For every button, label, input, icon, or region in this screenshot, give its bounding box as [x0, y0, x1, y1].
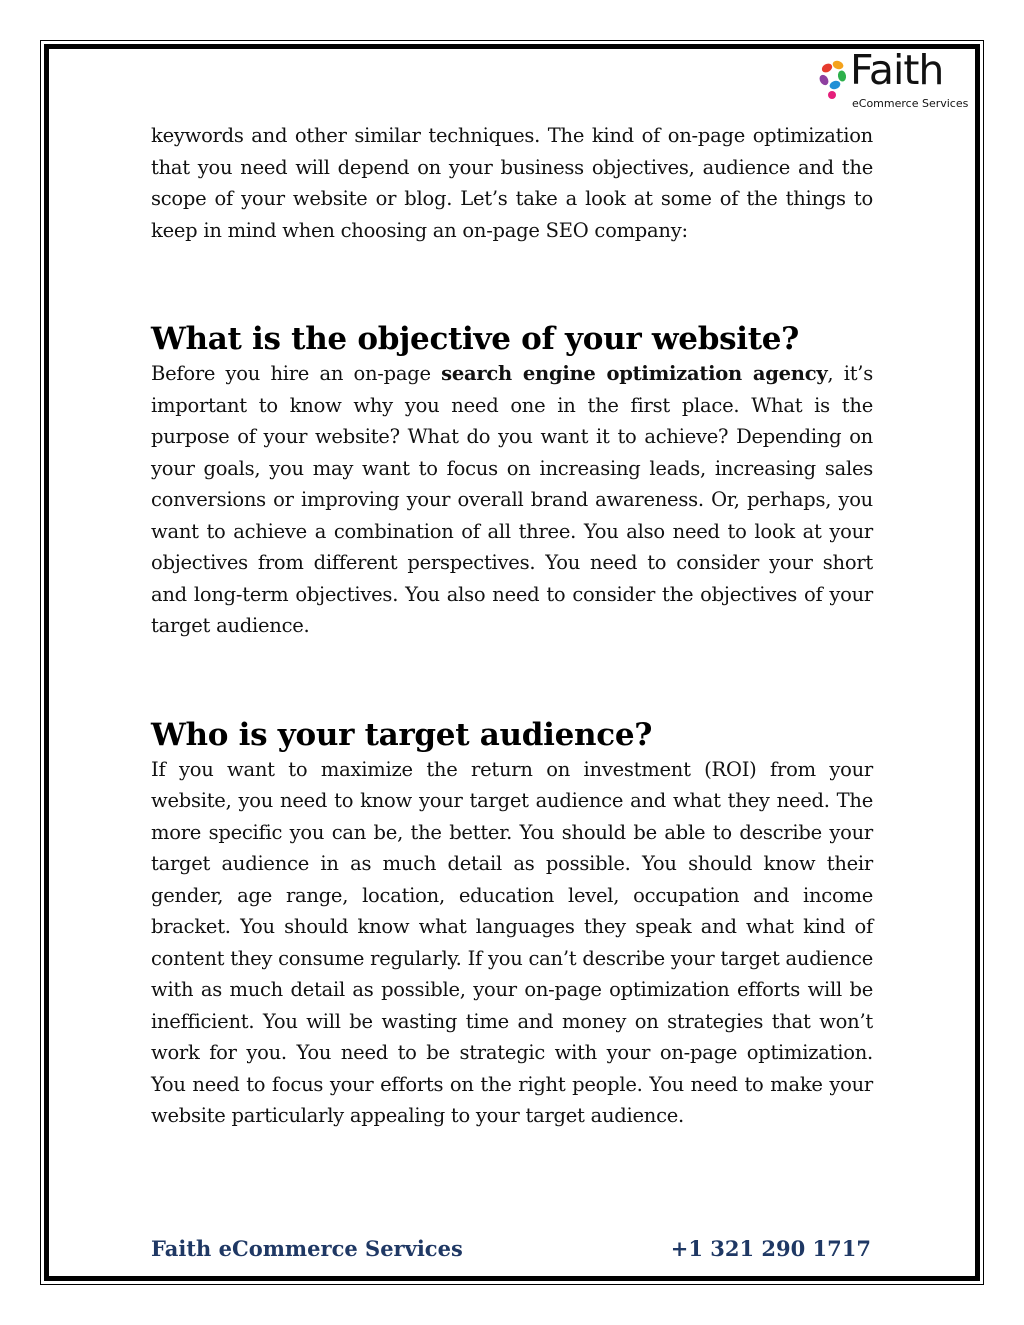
objective-lead: Before you hire an on-page [151, 362, 442, 385]
footer [151, 1236, 871, 1266]
seo-agency-keyword: search engine optimization agency [441, 362, 828, 385]
logo-petal [828, 79, 841, 90]
logo-subtitle: eCommerce Services [852, 97, 969, 110]
logo-wordmark: Faith [850, 46, 944, 94]
footer-phone: +1 321 290 1717 [670, 1236, 871, 1261]
audience-paragraph: If you want to maximize the return on investment (ROI) from your website, you need to know your target audience and what they need. The more specific you can be, the better. You should be able to describe your target audience in as much detail as possible. You should know their gender, age range, location, education level, occupation and income bracket. You should know what languages they speak and what kind of content they consume regularly. If you can’t describe your target audience with as much detail as possible, your on-page optimization efforts will be inefficient. You will be wasting time and money on strategies that won’t work for you. You need to be strategic with your on-page optimization. You need to focus your efforts on the right people. You need to make your website particularly appealing to your target audience. [151, 757, 873, 1127]
objective-paragraph [151, 358, 873, 642]
logo-petal [818, 73, 830, 87]
logo-petal [828, 91, 836, 99]
logo-petal [837, 70, 847, 82]
logo-petal [831, 59, 844, 70]
document-body [151, 120, 873, 1132]
logo-petal [820, 62, 834, 74]
faith-logo [818, 46, 969, 116]
objective-rest: , it’s important to know why you need one in the first place. What is the purpose of your website? What do you want it to achieve? Depending on your goals, you may want to focus on increasing leads, increasing sales conversions or improving your overall brand awareness. Or, perhaps, you want to achieve a combination of all three. You also need to look at your objectives from different perspectives. You need to consider your short and long-term objectives. You also need to consider the objectives of your target audience. [151, 362, 873, 637]
intro-paragraph: keywords and other similar techniques. The kind of on-page optimization that you need will depend on your business objectives, audience and the scope of your website or blog. Let’s take a look at some of the things to keep in mind when choosing an on-page SEO company: [151, 124, 873, 242]
footer-company: Faith eCommerce Services [151, 1236, 463, 1261]
flower-icon [818, 56, 852, 106]
heading-audience: Who is your target audience? [151, 716, 653, 753]
heading-objective: What is the objective of your website? [151, 321, 800, 357]
